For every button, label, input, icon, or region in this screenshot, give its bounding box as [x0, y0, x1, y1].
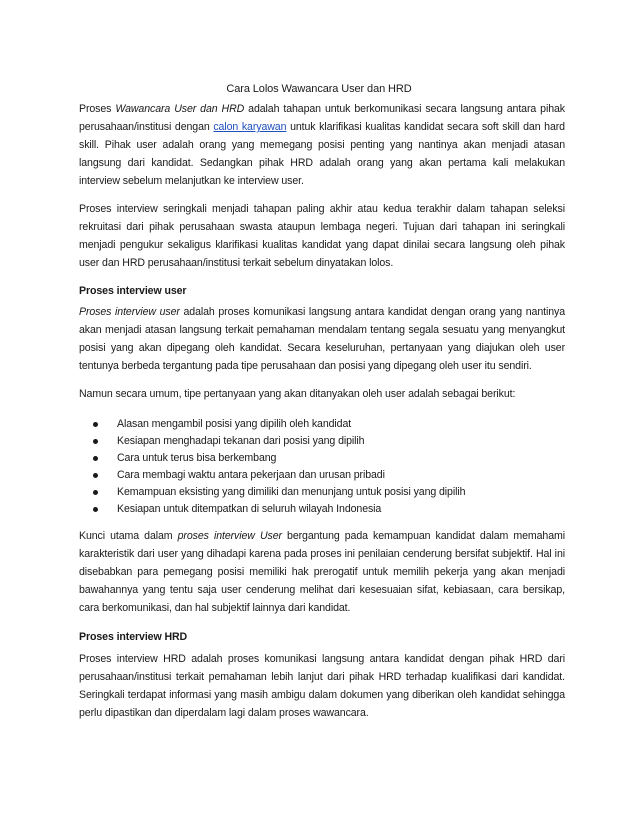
list-item-text: Alasan mengambil posisi yang dipilih oleh kandidat [117, 418, 352, 430]
text-run: Kunci utama dalam [79, 530, 178, 542]
question-intro-paragraph: Namun secara umum, tipe pertanyaan yang akan ditanyakan oleh user adalah sebagai berikut: [79, 388, 516, 400]
user-interview-paragraph [79, 303, 565, 375]
list-item-text: Kesiapan menghadapi tekanan dari posisi yang dipilih [117, 435, 365, 447]
bullet-icon [93, 473, 98, 478]
list-item [79, 450, 565, 467]
list-item [79, 467, 565, 484]
list-item [79, 433, 565, 450]
list-item-text: Kesiapan untuk ditempatkan di seluruh wilayah Indonesia [117, 503, 382, 515]
list-item-text: Cara untuk terus bisa berkembang [117, 452, 277, 464]
text-run: bergantung pada kemampuan kandidat dalam memahami karakteristik dari user yang dihadapi karena pada proses ini penilaian cenderung bersifat subjektif. Hal ini disebabkan para pemegang posisi memiliki hak prerogatif untuk memilih pekerja yang akan menjadi bawahannya yang tentu saja user cenderung melihat dari kesesuaian sifat, kebiasaan, cara bersikap, cara berkomunikasi, dan hal subjektif lainnya dari kandidat. [79, 530, 565, 614]
italic-term: Proses interview user [79, 306, 180, 318]
section-heading-user: Proses interview user [79, 285, 187, 297]
calon-karyawan-link[interactable]: calon karyawan [213, 121, 287, 133]
question-list [79, 416, 565, 518]
text-run: untuk klarifikasi kualitas kandidat secara soft skill dan hard skill. Pihak user adalah orang yang memegang posisi penting yang nantinya akan menjadi atasan langsung dari kandidat. Sedangkan pihak HRD adalah orang yang akan pertama kali melakukan interview sebelum melanjutkan ke interview user. [79, 121, 565, 187]
text-run: Proses [79, 103, 116, 115]
list-item-text: Cara membagi waktu antara pekerjaan dan urusan pribadi [117, 469, 385, 481]
list-item [79, 416, 565, 433]
key-factor-paragraph [79, 527, 565, 617]
hrd-interview-paragraph: Proses interview HRD adalah proses komunikasi langsung antara kandidat dengan pihak HRD dari perusahaan/institusi terkait pemahaman lebih lanjut dari pihak HRD terhadap kualifikasi dari kandidat. Seringkali terdapat informasi yang masih ambigu dalam dokumen yang diberikan oleh kandidat sehingga perlu dipastikan dan diperdalam lagi dalam proses wawancara. [79, 653, 565, 719]
list-item [79, 501, 565, 518]
bullet-icon [93, 507, 98, 512]
list-item [79, 484, 565, 501]
second-paragraph: Proses interview seringkali menjadi tahapan paling akhir atau kedua terakhir dalam tahapan seleksi rekruitasi dari pihak perusahaan swasta ataupun lembaga negeri. Tujuan dari tahapan ini seringkali menjadi pengukur sekaligus klarifikasi kualitas kandidat yang dapat dinilai secara langsung oleh pihak user dan HRD perusahaan/institusi terkait sebelum dinyatakan lolos. [79, 203, 565, 269]
bullet-icon [93, 490, 98, 495]
bullet-icon [93, 439, 98, 444]
section-heading-hrd: Proses interview HRD [79, 631, 188, 643]
italic-term: Wawancara User dan HRD [115, 103, 245, 115]
text-run: adalah proses komunikasi langsung antara kandidat dengan orang yang nantinya akan menjadi atasan langsung terkait pemahaman mendalam tentang segala sesuatu yang menyangkut posisi yang akan dipegang oleh kandidat. Secara keseluruhan, pertanyaan yang diajukan oleh user tentunya berbeda tergantung pada tipe perusahaan dan posisi yang dipegang oleh user itu sendiri. [79, 306, 565, 372]
bullet-icon [93, 456, 98, 461]
list-item-text: Kemampuan eksisting yang dimiliki dan menunjang untuk posisi yang dipilih [117, 486, 466, 498]
text-run: adalah tahapan untuk berkomunikasi secara langsung antara pihak perusahaan/institusi dengan [79, 103, 565, 133]
bullet-icon [93, 422, 98, 427]
italic-term: proses interview User [177, 530, 282, 542]
intro-paragraph [79, 100, 565, 190]
document-title: Cara Lolos Wawancara User dan HRD [226, 83, 412, 95]
